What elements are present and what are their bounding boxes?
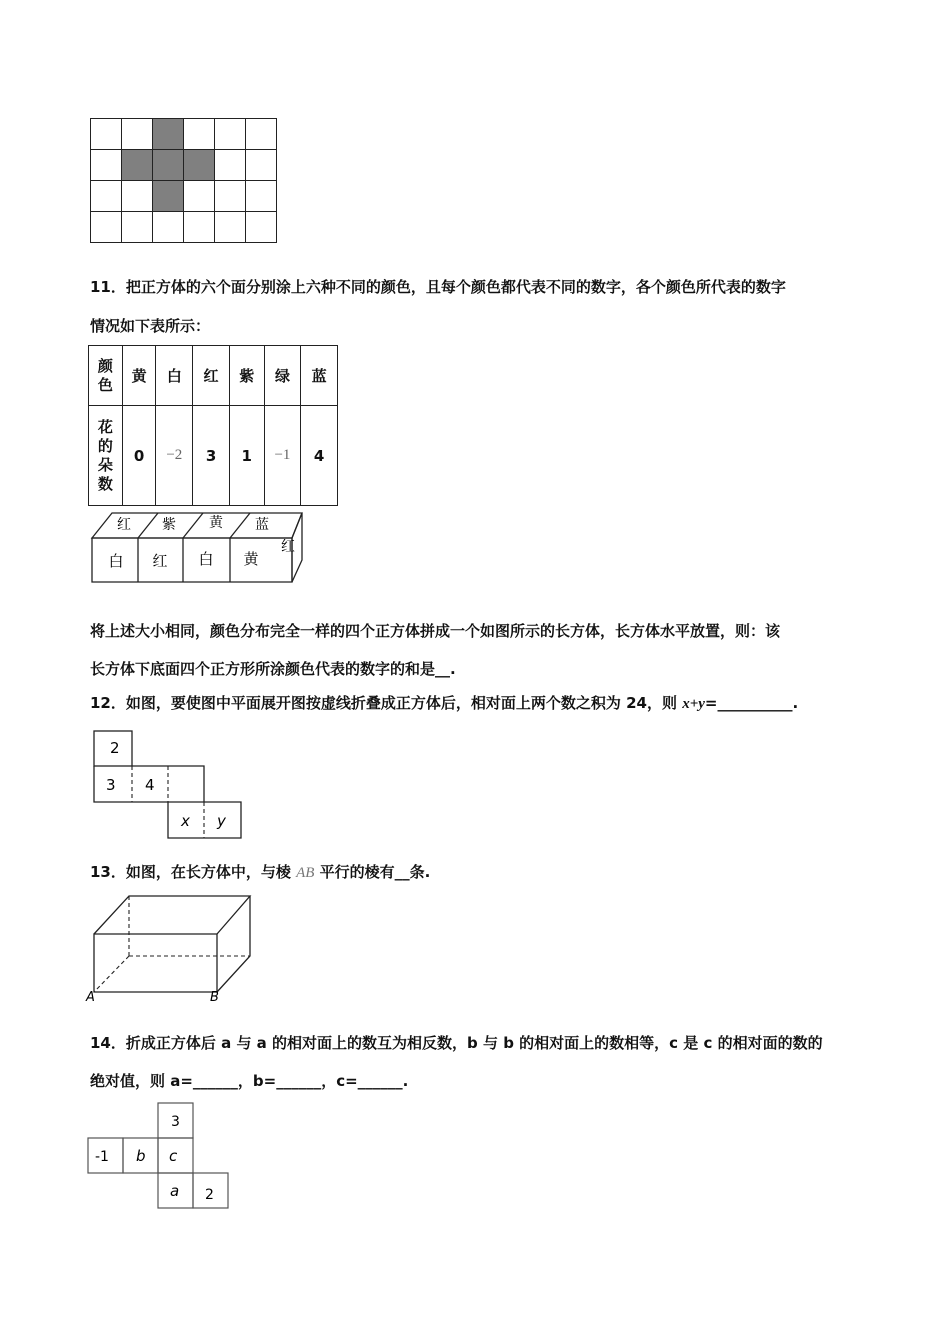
color-cell: 白 [156, 346, 193, 406]
grid-cell-shaded [122, 150, 153, 181]
vertex-label-a: A [86, 990, 95, 1005]
cuboid-front-label: 白 [108, 552, 124, 570]
cuboid-top-label: 黄 [209, 515, 223, 531]
grid-cell [122, 212, 153, 243]
q12-text [90, 693, 798, 714]
grid-cell [246, 181, 277, 212]
color-header: 颜色 [97, 356, 113, 394]
grid-cell [215, 212, 246, 243]
net-variable-x: x [181, 812, 190, 830]
net-number: 4 [145, 776, 155, 794]
q12-variable: x+y [682, 696, 705, 712]
net-cell-text: b [136, 1147, 146, 1165]
q12-text-pre: 12．如图，要使图中平面展开图按虚线折叠成正方体后，相对面上两个数之积为 24，则 [90, 694, 683, 712]
value-header-cell [89, 406, 123, 506]
grid-cell [122, 181, 153, 212]
grid-cell-shaded [153, 181, 184, 212]
q14-cube-net [84, 1100, 234, 1212]
grid-cell-shaded [153, 119, 184, 150]
value-header: 花的朵数 [97, 417, 113, 493]
color-cell: 黄 [122, 346, 156, 406]
grid-table [90, 118, 277, 243]
value-row [89, 406, 338, 506]
color-number-table [88, 345, 338, 506]
color-cell: 紫 [229, 346, 264, 406]
grid-cell [184, 212, 215, 243]
cuboid-front-label: 黄 [243, 550, 259, 568]
q13-text-post: 平行的棱有__条. [314, 863, 431, 881]
value-cell: 4 [301, 406, 338, 506]
grid-cell [215, 119, 246, 150]
cuboid-side-label: 红 [281, 539, 295, 555]
grid-cell [215, 150, 246, 181]
cuboid-top-label: 紫 [162, 517, 176, 533]
grid-cell-shaded [153, 150, 184, 181]
cuboid-figure [85, 505, 310, 587]
value-cell: 3 [193, 406, 230, 506]
color-cell: 红 [193, 346, 230, 406]
grid-cell [246, 150, 277, 181]
grid-row [91, 181, 277, 212]
cuboid-front-label: 红 [152, 552, 168, 570]
grid-cell [91, 150, 122, 181]
net-cell-text: 3 [171, 1114, 180, 1130]
cuboid-top-label: 蓝 [255, 517, 269, 533]
net-number: 3 [106, 776, 116, 794]
grid-cell [184, 181, 215, 212]
net-cell-text: a [170, 1182, 180, 1200]
q11-line4: 长方体下底面四个正方形所涂颜色代表的数字的和是__. [90, 660, 456, 678]
q13-edge-label: AB [296, 865, 315, 881]
grid-cell-shaded [184, 150, 215, 181]
q14-line2: 绝对值，则 a=______，b=______，c=______. [90, 1072, 409, 1090]
color-cell: 蓝 [301, 346, 338, 406]
net-cell-text: 2 [205, 1187, 214, 1203]
q14-line1: 14．折成正方体后 a 与 a 的相对面上的数互为相反数，b 与 b 的相对面上的数相等，c 是 c 的相对面的数的 [90, 1034, 823, 1052]
grid-cell [91, 181, 122, 212]
grid-cell [246, 212, 277, 243]
q13-cuboid-figure [82, 888, 257, 1006]
grid-row [91, 212, 277, 243]
q11-line3: 将上述大小相同，颜色分布完全一样的四个正方体拼成一个如图所示的长方体，长方体水平放置，则：该 [90, 622, 781, 640]
q11-line1: 11．把正方体的六个面分别涂上六种不同的颜色，且每个颜色都代表不同的数字，各个颜色所代表的数字 [90, 278, 786, 296]
grid-row [91, 119, 277, 150]
net-cell-text: -1 [95, 1149, 109, 1165]
color-header-cell [89, 346, 123, 406]
q13-text [90, 862, 430, 883]
net-variable-y: y [217, 812, 226, 830]
vertex-label-b: B [210, 990, 219, 1005]
value-cell: −1 [264, 406, 301, 506]
grid-cell [122, 119, 153, 150]
q12-cube-net [90, 727, 250, 842]
grid-cell [91, 119, 122, 150]
grid-row [91, 150, 277, 181]
color-row [89, 346, 338, 406]
color-cell: 绿 [264, 346, 301, 406]
q12-text-post: =__________. [704, 694, 799, 712]
shaded-grid-figure [90, 118, 277, 243]
grid-cell [215, 181, 246, 212]
grid-cell [246, 119, 277, 150]
value-cell: 1 [229, 406, 264, 506]
net-cell-text: c [169, 1147, 178, 1165]
cuboid-top-label: 红 [117, 517, 131, 533]
value-cell: −2 [156, 406, 193, 506]
value-cell: 0 [122, 406, 156, 506]
cuboid-front-label: 白 [198, 550, 214, 568]
grid-cell [153, 212, 184, 243]
grid-cell [184, 119, 215, 150]
grid-cell [91, 212, 122, 243]
net-number: 2 [110, 739, 120, 757]
q11-line2: 情况如下表所示： [90, 317, 211, 335]
q13-text-pre: 13．如图，在长方体中，与棱 [90, 863, 297, 881]
